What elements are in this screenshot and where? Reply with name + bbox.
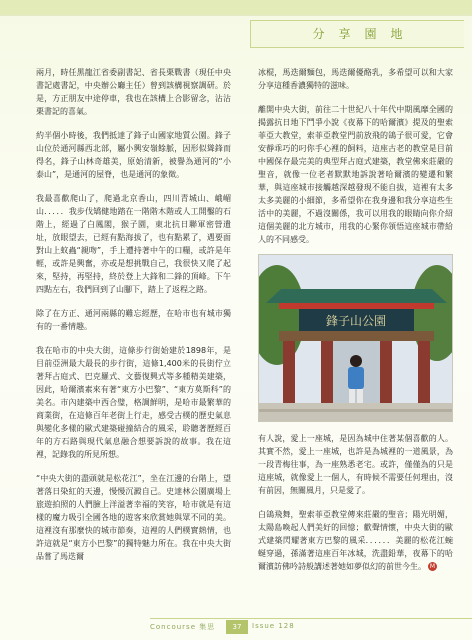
person-leg-left	[349, 389, 355, 405]
paragraph: 我在哈市的中央大街，這條步行街始建於1898年，是目前亞洲最大最長的步行街，這條1,400米的長街佇立著拜占庭式、巴克羅式、文藝復興式等多種精美建築，因此，哈爾濱素來有著“東方小巴黎”、“東方莫斯科”的美名。市內建築中西合璧，格調鮮明，是哈市最繁華的商業街，在這條百年老街上行走，感受古樸的歷史氣息與變化多樣的歐式建築碰撞結合的風采，聆聽著歷經百年的方石路與現代氣息融合想要訴說的故事。我在這裡，記錄我的所見所想。	[36, 346, 231, 459]
gate-roof	[266, 289, 447, 303]
footer-rule	[150, 618, 472, 619]
top-color-band	[0, 0, 472, 14]
paragraph: 有人說，愛上一座城，是因為城中住著某個喜歡的人。其實不然，愛上一座城，也許是為城裡的一道風景，為一段青梅往事，為一座熟悉老宅。或許，僅僅為的只是這座城，就像愛上一個人，有時候不需要任何理由，沒有前因，無關風月，只是愛了。	[258, 434, 453, 495]
section-title: 分享園地	[312, 27, 417, 41]
footer-page-number: 37	[226, 620, 248, 634]
paragraph: 離開中央大街，前往二十世紀八十年代中期風靡全國的揭露抗日地下鬥爭小說《夜幕下的哈爾濱》提及的聖索菲亞大教堂，索菲亞教堂門前放飛的鴿子很可愛，它會安靜乖巧的叼你手心裡的飼料，這座古老的教堂是目前中國保存最完美的典型拜占庭式建築，教堂佛來莊嚴的聖音，就像一位老者默默地訴說著哈爾濱的變遷和繁華，與這座城市接觸越深越發現不能自拔，這裡有太多太多美麗的小細節，多希望你在我身邊和我分享這些生活中的美麗，不過沒關係，我可以用我的眼睛向你介紹這個美麗的北方城市，用我的心緊你領悟這座城市帶給人的不同感受。	[258, 105, 453, 244]
footer-magazine-name: Concourse 集思	[150, 623, 216, 631]
gate-pillar-1	[283, 341, 295, 403]
paragraph: 兩月，時任黑龍江省委副書記、省長栗戰書（現任中央書記處書記，中央辦公廳主任）曾到該構視察調研。於是，方正朋友中途停車，我也在該構上合影留念，沾沾栗書記的喜氣。	[36, 68, 231, 116]
paragraph: 約半個小時後，我們抵達了鋒子山國家地質公園。鋒子山位於通河縣西北部，屬小興安嶺餘脈，因形似聳鋒而得名，鋒子山林奇雄美，原始清新，被譽為通河的“小泰山”，是通河的屋脊，也是通河的象徵。	[36, 131, 231, 179]
footer-issue: Issue 128	[252, 622, 295, 630]
paragraph-text: 白鴿飛舞，聖索菲亞教堂傳來莊嚴的聖音；陽光明媚，太陽島喚起人們美好的回憶；歡聲情懷，中央大街的歐式建築閃耀著東方巴黎的風采．．．．．．美麗的松花江蜿蜒穿過，孫滿著這座百年冰城，洗盡鉛華，夜幕下的哈爾濱訪佛吟詩般講述著她如夢似幻的前世今生。	[258, 510, 453, 571]
paragraph	[258, 508, 453, 573]
paragraph: 我最喜歡爬山了，爬過北京香山，四川青城山、峨嵋山．．．．．我步伐矯健地踏在一階階木階或人工開鑿的石階上，經過了白鳳閣，猴子園，東北抗日聯軍密營遺址，放眼望去，已經有點海拔了，也有點累了，遇要面對山上蚊蟲“親吻”，手上遭持著中午的口糧，或許是年輕，或許是興奮，亦或是想挑戰自己，我很快又爬了起來，堅持，再堅持，終於登上大鋒和二鋒的頂峰。下午四點左右，我們回到了山腳下，踏上了返程之路。	[36, 194, 231, 294]
page-footer	[0, 608, 472, 640]
person-head	[350, 355, 362, 367]
gate-pillar-2	[321, 341, 333, 403]
end-mark-icon: M	[429, 563, 436, 570]
gate-photo-illustration	[259, 255, 453, 422]
paragraph: 除了在方正、通河兩縣的難忘經歷，在哈市也有城市獨有的一番情趣。	[36, 309, 231, 331]
gate-lintel	[279, 331, 434, 341]
top-band-shadow	[0, 14, 472, 16]
gate-pillar-3	[380, 341, 392, 403]
right-text-column-bottom	[258, 432, 453, 584]
gate-sign-text: 鋒子山公園	[325, 314, 387, 328]
right-text-column-top	[258, 66, 453, 257]
paragraph: 冰棍，馬迭爾麵包，馬迭爾優酪乳，多希望可以和大家分享這種香濃獨特的滋味。	[258, 68, 453, 90]
photo-steps	[259, 409, 453, 412]
person-shirt	[348, 367, 364, 389]
photo-ground	[259, 403, 453, 422]
article-photo	[258, 254, 453, 422]
gate-pillar-4	[418, 341, 430, 403]
section-header	[250, 20, 464, 48]
paragraph: “中央大街的盡頭就是松花江”，坐在江邊的台階上，望著落日染紅的天邊，慢慢沉澱自己。史達林公園廣場上旅遊拍照的人們臉上洋溢著幸福的笑容，哈市就是有這樣的魔力吸引全國各地的遊客來欣賞她與眾不同的美。這裡沒有那麼快的城市節奏，這裡的人們樸實熱情，也許這就是“東方小巴黎”的獨特魅力所在。我在中央大街品嘗了馬迭爾	[36, 474, 231, 561]
person-leg-right	[357, 389, 363, 405]
gate-beam	[279, 303, 434, 309]
left-text-column	[36, 66, 231, 574]
